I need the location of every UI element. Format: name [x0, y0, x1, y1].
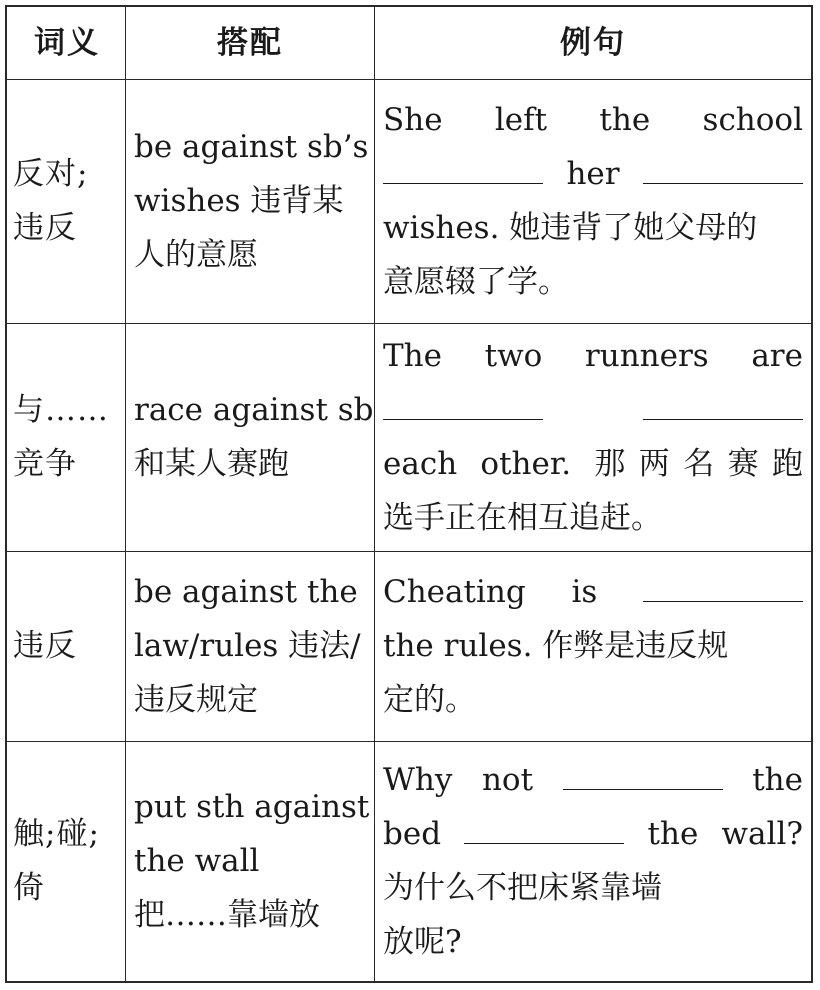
example-text: are	[751, 338, 803, 374]
table-row	[7, 741, 811, 981]
header-row	[7, 7, 811, 79]
example-cell	[375, 741, 812, 981]
collocation-line: 人的意愿	[134, 237, 258, 273]
meaning-line: 违反	[13, 628, 77, 664]
collocation-line: 和某人赛跑	[134, 446, 289, 482]
example-text: 选手正在相互追赶。	[383, 500, 662, 536]
example-text: wishes. 她违背了她父母的	[383, 210, 758, 246]
table-row	[7, 79, 811, 323]
collocation-line: put sth against	[134, 789, 370, 826]
example-line	[383, 565, 803, 619]
example-line	[383, 673, 803, 727]
fill-in-blank[interactable]	[643, 567, 803, 602]
fill-in-blank[interactable]	[383, 149, 543, 184]
collocation-cell	[126, 79, 375, 323]
example-text: 为什么不把床紧靠墙	[383, 870, 662, 907]
header-collocation: 搭配	[126, 7, 375, 79]
example-text: 放呢?	[383, 924, 462, 961]
example-line	[383, 201, 803, 255]
example-text: two	[484, 338, 543, 374]
meaning-line: 倚	[13, 870, 45, 907]
collocation-line: law/rules 违法/	[134, 628, 361, 664]
example-line	[383, 147, 803, 201]
fill-in-blank[interactable]	[643, 385, 803, 420]
example-cell	[375, 79, 812, 323]
meaning-cell	[7, 79, 126, 323]
fill-in-blank[interactable]	[643, 149, 803, 184]
example-text: the	[599, 102, 651, 138]
example-text: 那两名赛跑	[594, 446, 804, 482]
example-text: is	[571, 574, 598, 610]
example-text: the	[752, 762, 803, 799]
collocation-cell	[126, 323, 375, 551]
collocation-line: 违反规定	[134, 682, 258, 718]
example-text: school	[702, 102, 804, 138]
meaning-line: 与……	[13, 392, 109, 428]
example-line	[383, 329, 803, 383]
collocation-line: wishes 违背某	[134, 183, 344, 219]
table-row	[7, 323, 811, 551]
example-text: Cheating	[383, 574, 526, 610]
fill-in-blank[interactable]	[464, 809, 624, 844]
collocation-line: be against sb’s	[134, 129, 369, 165]
collocation-line: race against sb	[134, 392, 374, 428]
collocation-line: be against the	[134, 574, 358, 610]
header-meaning: 词义	[7, 7, 126, 79]
example-text: each	[383, 446, 458, 482]
example-cell	[375, 323, 812, 551]
meaning-cell	[7, 551, 126, 741]
example-line	[383, 93, 803, 147]
table-row	[7, 551, 811, 741]
collocation-cell	[126, 551, 375, 741]
collocation-line: the wall	[134, 843, 260, 880]
example-line	[383, 383, 803, 437]
example-text: bed	[383, 816, 442, 853]
example-text: the wall?	[647, 816, 803, 853]
header-example: 例句	[375, 7, 812, 79]
example-text: The	[383, 338, 442, 374]
example-line	[383, 861, 803, 915]
example-text: her	[566, 156, 620, 192]
collocation-cell	[126, 741, 375, 981]
example-line	[383, 619, 803, 673]
example-text: 意愿辍了学。	[383, 264, 569, 300]
meaning-line: 违反	[13, 210, 77, 246]
meaning-cell	[7, 741, 126, 981]
meaning-cell	[7, 323, 126, 551]
meaning-line: 反对;	[13, 156, 89, 192]
example-line	[383, 807, 803, 861]
example-text: other.	[480, 446, 572, 482]
meaning-line: 竞争	[13, 446, 77, 482]
collocation-line: 把……靠墙放	[134, 897, 320, 934]
example-line	[383, 255, 803, 309]
example-text: left	[494, 102, 548, 138]
example-text: 定的。	[383, 682, 476, 718]
example-text: Why	[383, 762, 453, 799]
vocabulary-table-frame	[5, 5, 813, 983]
example-cell	[375, 551, 812, 741]
example-text: not	[481, 762, 534, 799]
example-text: She	[383, 102, 443, 138]
fill-in-blank[interactable]	[383, 385, 543, 420]
example-line	[383, 437, 803, 491]
example-line	[383, 491, 803, 545]
example-line	[383, 753, 803, 807]
example-line	[383, 915, 803, 969]
fill-in-blank[interactable]	[563, 755, 723, 790]
meaning-line: 触;碰;	[13, 816, 100, 853]
example-text: the rules. 作弊是违反规	[383, 628, 729, 664]
example-text: runners	[584, 338, 709, 374]
vocabulary-table	[7, 7, 811, 981]
